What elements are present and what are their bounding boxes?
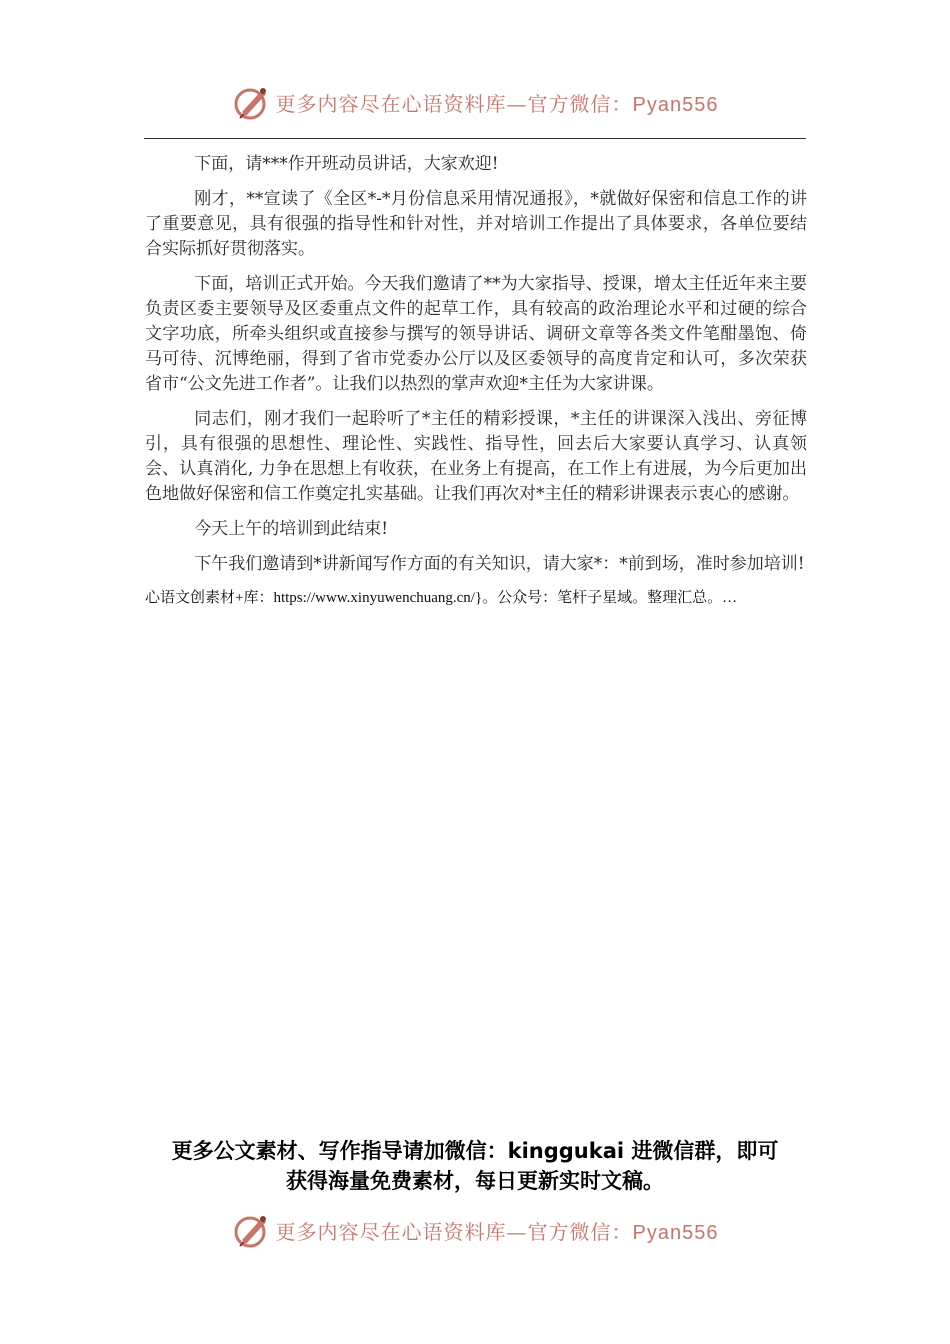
header-divider [144,138,806,139]
document-body [145,152,807,609]
source-attribution: 心语文创素材+库：https://www.xinyuwenchuang.cn/}。公众号：笔杆子星域。整理汇总。… [145,590,738,606]
paragraph-5: 今天上午的培训到此结束! [194,519,389,539]
paragraph-6: 下午我们邀请到*讲新闻写作方面的有关知识，请大家*：*前到场，准时参加培训! [194,554,805,574]
watermark-text: 更多内容尽在心语资料库—官方微信：Pyan556 [275,91,719,116]
watermark-text: 更多内容尽在心语资料库—官方微信：Pyan556 [275,1219,719,1244]
footer-promo [120,1136,830,1196]
pen-logo-icon [232,82,272,122]
footer-promo-line-1: 更多公文素材、写作指导请加微信：kinggukai 进微信群，即可 [171,1139,779,1163]
paragraph-1: 下面，请***作开班动员讲话，大家欢迎! [194,154,499,174]
header-watermark [0,80,950,124]
footer-watermark [0,1208,950,1252]
pen-logo-icon [232,1210,272,1250]
watermark-wechat-id: Pyan556 [632,93,719,116]
footer-promo-line-2: 获得海量免费素材，每日更新实时文稿。 [286,1169,664,1193]
paragraph-4: 同志们，刚才我们一起聆听了*主任的精彩授课，*主任的讲课深入浅出、旁征博引，具有很强的思想性、理论性、实践性、指导性，回去后大家要认真学习、认真领会、认真消化, 力争在思想上有收获，在业务上有提高，在工作上有进展，为今后更加出色地做好保密和信工作奠定扎实基础。让我们再次对*主任的精彩讲课表示衷心的感谢。 [145,409,807,504]
watermark-wechat-id: Pyan556 [632,1221,719,1244]
paragraph-3: 下面，培训正式开始。今天我们邀请了**为大家指导、授课，增太主任近年来主要负责区委主要领导及区委重点文件的起草工作，具有较高的政治理论水平和过硬的综合文字功底，所牵头组织或直接参与撰写的领导讲话、调研文章等各类文件笔酣墨饱、倚马可待、沉博绝丽，得到了省市党委办公厅以及区委领导的高度肯定和认可，多次荣获省市“公文先进工作者”。让我们以热烈的掌声欢迎*主任为大家讲课。 [145,274,807,394]
paragraph-2: 刚才，**宣读了《全区*-*月份信息采用情况通报》，*就做好保密和信息工作的讲了重要意见，具有很强的指导性和针对性，并对培训工作提出了具体要求，各单位要结合实际抓好贯彻落实。 [145,189,807,259]
